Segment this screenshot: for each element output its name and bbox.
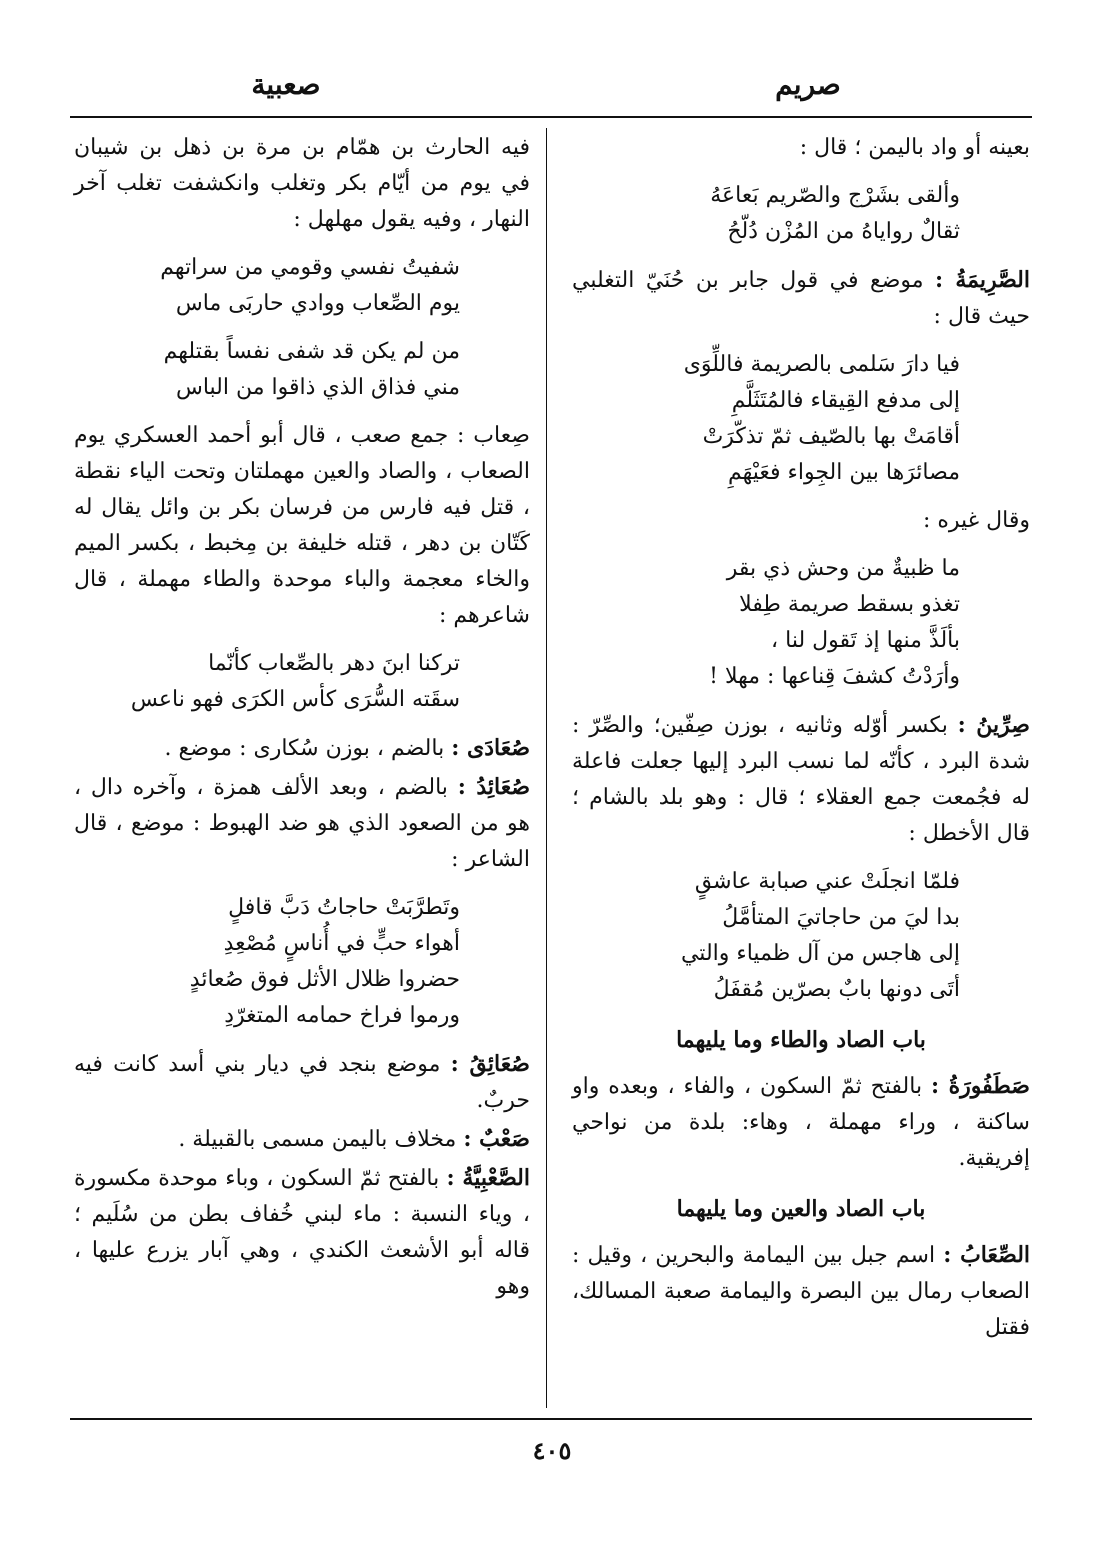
verse-block: [74, 250, 530, 322]
verse-block: [572, 178, 1030, 250]
verse-line: مني فذاق الذي ذاقوا من الباس: [175, 375, 460, 400]
verse-line: تغذو بسقط صريمة طِفلا: [739, 592, 960, 617]
verse-block: [74, 890, 530, 1034]
entry-term: صَعْبٌ :: [463, 1126, 530, 1152]
verse-line: أقامَتْ بها بالصّيف ثمّ تذكّرَتْ: [702, 424, 960, 449]
paragraph: فيه الحارث بن همّام بن مرة بن ذهل بن شيبان في يوم من أيّام بكر وتغلب وانكشفت تغلب آخر النهار ، وفيه يقول مهلهل :: [74, 135, 530, 232]
entry-definition: مخلاف باليمن مسمى بالقبيلة .: [178, 1127, 457, 1152]
left-column: [74, 130, 530, 1307]
verse-line: فلمّا انجلَتْ عني صبابة عاشقٍ: [694, 869, 960, 894]
entry-term: الصِّعَابُ :: [943, 1242, 1031, 1268]
header-right-word: صريم: [775, 68, 841, 101]
verse-block: [572, 864, 1030, 1008]
verse-line: من لم يكن قد شفى نفساً بقتلهم: [163, 339, 460, 364]
entry-definition: موضع في قول جابر بن حُنَيّ التغلبي حيث قال :: [572, 268, 1030, 329]
column-divider: [546, 128, 547, 1408]
verse-line: ورموا فراخ حمامه المتغرّدِ: [224, 1003, 460, 1028]
verse-line: سقَته السُّرَى كأس الكرَى فهو ناعس: [130, 687, 460, 712]
entry-term: صُعَادَى :: [451, 735, 530, 761]
entry-term: صِرِّينُ :: [957, 712, 1030, 738]
section-heading: باب الصاد والعين وما يليهما: [676, 1196, 926, 1222]
page-number: ٤٠٥: [532, 1436, 572, 1465]
verse-line: إلى مدفع القِيقاء فالمُتَثَلَّمِ: [731, 388, 960, 413]
entry-definition: بالضم ، وبعد الألف همزة ، وآخره دال ، هو من الصعود الذي هو ضد الهبوط : موضع ، قال الشاعر :: [74, 775, 530, 872]
verse-line: وتَطرَّبَتْ حاجاتُ دَبَّ قافلٍ: [228, 895, 460, 920]
dictionary-entry: [74, 1121, 530, 1158]
verse-line: يوم الصِّعاب ووادي حاربَى ماس: [175, 291, 460, 316]
entry-definition: اسم جبل بين اليمامة والبحرين ، وقيل : الصعاب رمال بين البصرة واليمامة صعبة المسالك، فقتل: [572, 1243, 1030, 1340]
verse-line: مصائرَها بين الجِواء فعَيْهَمِ: [727, 460, 960, 485]
entry-definition: بالفتح ثمّ السكون ، والفاء ، وبعده واو ساكنة ، وراء مهملة ، وهاء: بلدة من نواحي إفريقية.: [572, 1074, 1030, 1171]
verse-line: شفيتُ نفسي وقومي من سراتهم: [160, 255, 460, 280]
entry-term: الصَّعْبِيَّةُ :: [446, 1165, 530, 1191]
entry-definition: بالضم ، بوزن سُكارى : موضع .: [164, 736, 445, 761]
verse-line: فيا دارَ سَلمى بالصريمة فاللِّوَى: [683, 352, 960, 377]
section-heading: باب الصاد والطاء وما يليهما: [676, 1027, 926, 1053]
right-column: [572, 130, 1030, 1348]
verse-line: بألَذَّ منها إذ تَقول لنا ،: [771, 628, 960, 653]
dictionary-entry: [74, 1160, 530, 1305]
entry-term: صُعَائِدُ :: [457, 774, 530, 800]
verse-line: بدا ليَ من حاجاتيَ المتأمَّلُ: [722, 905, 960, 930]
header-rule: [70, 116, 1032, 118]
dictionary-entry: [74, 769, 530, 878]
entry-term: الصَّرِيمَةُ :: [935, 267, 1030, 293]
paragraph: وقال غيره :: [922, 508, 1030, 533]
verse-block: [572, 551, 1030, 695]
paragraph: بعينه أو واد باليمن ؛ قال :: [799, 135, 1030, 160]
dictionary-entry: [572, 1237, 1030, 1346]
verse-line: أتَى دونها بابٌ بصرّين مُقفَلُ: [713, 977, 960, 1002]
verse-block: [74, 646, 530, 718]
header-left-word: صعبية: [251, 68, 321, 101]
dictionary-entry: [572, 707, 1030, 852]
entry-term: صُعَائِقُ :: [450, 1051, 530, 1077]
entry-definition: بكسر أوّله وثانيه ، بوزن صِفّين؛ والصِّرّ : شدة البرد ، كأنّه لما نسب البرد إليها جعلت فاعلة له فجُمعت جمع العقلاء ؛ قال : وهو بلد بالشام ؛ قال الأخطل :: [572, 713, 1030, 846]
dictionary-entry: [74, 730, 530, 767]
footer-rule: [70, 1418, 1032, 1420]
verse-block: [572, 347, 1030, 491]
paragraph: صِعاب : جمع صعب ، قال أبو أحمد العسكري يوم الصعاب ، والصاد والعين مهملتان وتحت الياء نقطة ، قتل فيه فارس من فرسان بكر بن وائل يقال له كَتّان بن دهر ، قتله خليفة بن مِخبط ، بكسر الميم والخاء معجمة والباء موحدة والطاء مهملة ، قال شاعرهم :: [74, 423, 530, 628]
verse-line: أهواء حبٍّ في أُناسٍ مُصْعِدِ: [223, 931, 460, 956]
verse-line: حضروا ظلال الأثل فوق صُعائدٍ: [189, 967, 460, 992]
verse-line: إلى هاجس من آل ظمياء والتي: [680, 941, 960, 966]
verse-line: ما ظبيةٌ من وحش ذي بقر: [726, 556, 960, 581]
verse-line: وألقى بشَرْج والصّريم بَعاعَهُ: [710, 183, 960, 208]
verse-line: تركنا ابنَ دهر بالصِّعاب كأنّما: [208, 651, 460, 676]
entry-term: صَطَفُورَةُ :: [930, 1073, 1030, 1099]
entry-definition: موضع بنجد في ديار بني أسد كانت فيه حربٌ.: [74, 1052, 530, 1113]
dictionary-entry: [572, 262, 1030, 335]
dictionary-entry: [572, 1068, 1030, 1177]
verse-line: ثقالٌ رواياهُ من المُزْن دُلّحُ: [727, 219, 960, 244]
verse-block: [74, 334, 530, 406]
dictionary-entry: [74, 1046, 530, 1119]
verse-line: وأرَدْتُ كشفَ قِناعها : مهلا !: [709, 664, 960, 689]
entry-definition: بالفتح ثمّ السكون ، وباء موحدة مكسورة ، وياء النسبة : ماء لبني خُفاف بطن من سُلَيم ؛ قاله أبو الأشعث الكندي ، وهي آبار يزرع عليها ، وهو: [74, 1166, 530, 1299]
